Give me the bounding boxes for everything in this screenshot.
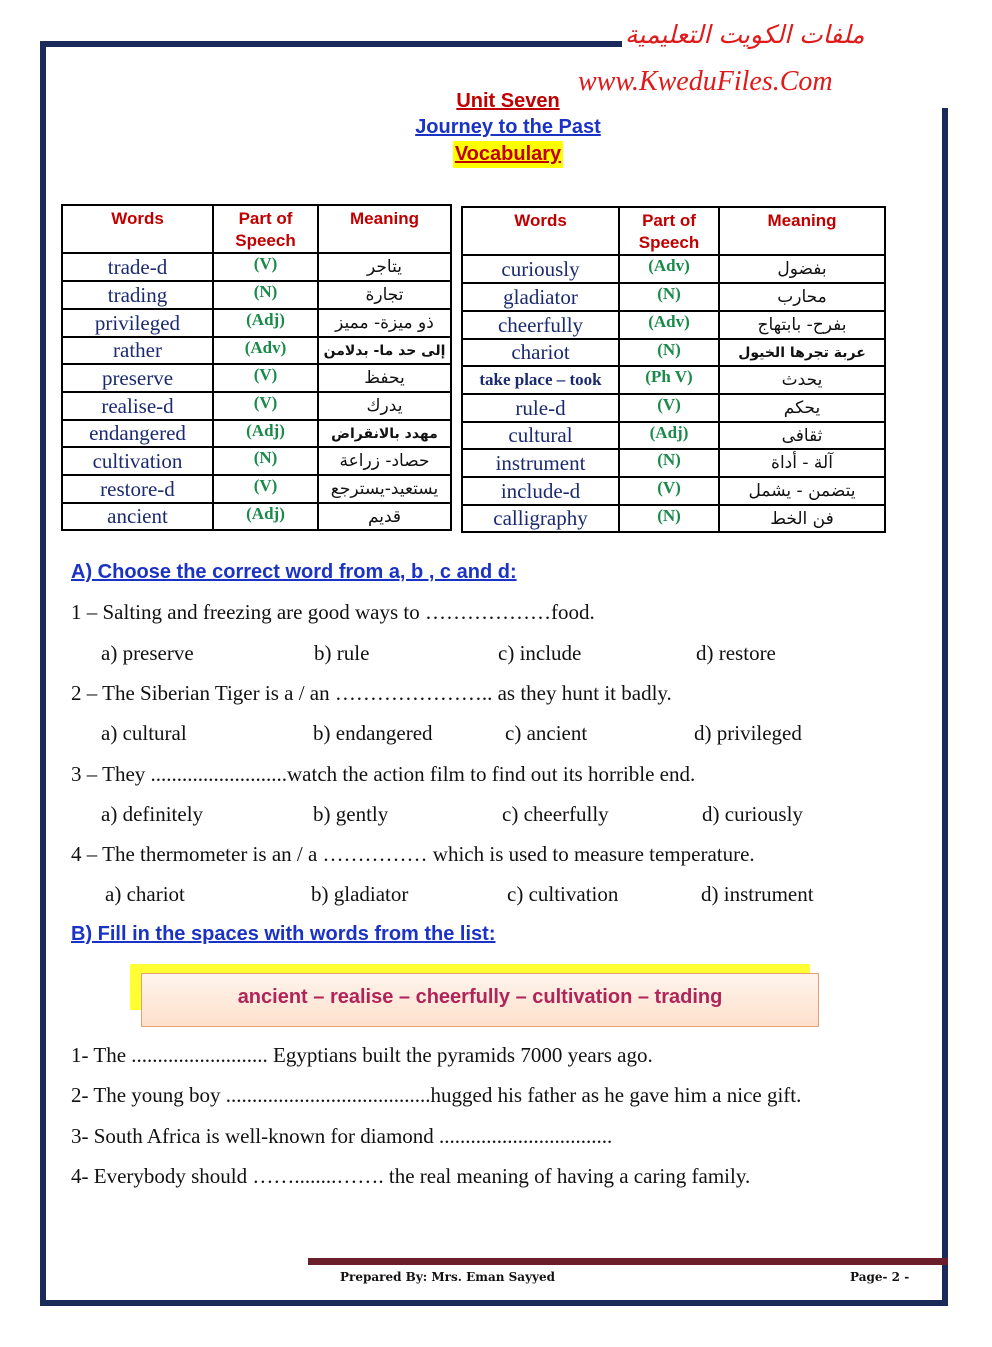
footer-page-number: Page- 2 -: [850, 1270, 910, 1284]
section-b-title: B) Fill in the spaces with words from the list:: [71, 923, 496, 945]
vocab-table-right: [461, 206, 886, 533]
vocab-row: [462, 339, 885, 366]
option-a[interactable]: a) preserve: [101, 641, 194, 665]
vocab-word: trade-d: [62, 253, 213, 281]
vocab-row: [62, 420, 451, 447]
vocab-row: [462, 505, 885, 532]
vocab-part-of-speech: (Adv): [619, 255, 719, 283]
vocab-meaning: تجارة: [318, 281, 451, 309]
vocab-part-of-speech: (Adv): [213, 337, 318, 364]
vocab-word: endangered: [62, 420, 213, 447]
vocab-meaning: محارب: [719, 283, 885, 311]
footer-author: Prepared By: Mrs. Eman Sayyed: [340, 1270, 556, 1284]
vocab-word: rule-d: [462, 394, 619, 422]
vocab-word: cheerfully: [462, 311, 619, 339]
header-words: Words: [462, 207, 619, 255]
header-part-of-speech: Part of Speech: [213, 205, 318, 253]
vocab-word: restore-d: [62, 475, 213, 503]
option-b[interactable]: b) rule: [314, 641, 370, 665]
vocab-part-of-speech: (Ph V): [619, 366, 719, 394]
vocab-meaning: قديم: [318, 503, 451, 530]
option-c[interactable]: c) cheerfully: [502, 802, 609, 826]
vocab-meaning: يتاجر: [318, 253, 451, 281]
vocab-part-of-speech: (V): [619, 477, 719, 505]
header-meaning: Meaning: [318, 205, 451, 253]
vocab-meaning: عربة تجرها الخيول: [719, 339, 885, 366]
word-list-box: ancient – realise – cheerfully – cultivation – trading: [141, 973, 819, 1027]
vocab-part-of-speech: (V): [213, 364, 318, 392]
vocab-row: [62, 253, 451, 281]
vocab-row: [62, 281, 451, 309]
vocab-row: [462, 255, 885, 283]
vocab-meaning: آلة - أداة: [719, 449, 885, 477]
option-c[interactable]: c) ancient: [505, 721, 588, 745]
vocab-row: [462, 422, 885, 449]
option-d[interactable]: d) instrument: [701, 882, 814, 906]
vocab-word: instrument: [462, 449, 619, 477]
vocab-part-of-speech: (N): [619, 283, 719, 311]
vocab-part-of-speech: (N): [619, 505, 719, 532]
option-d[interactable]: d) restore: [696, 641, 776, 665]
vocab-row: [462, 366, 885, 394]
vocab-word: ancient: [62, 503, 213, 530]
fill-sentence-1: 1- The .......................... Egyptians built the pyramids 7000 years ago.: [71, 1043, 653, 1067]
vocab-word: include-d: [462, 477, 619, 505]
vocab-word: chariot: [462, 339, 619, 366]
vocab-row: [462, 283, 885, 311]
vocab-part-of-speech: (V): [213, 253, 318, 281]
vocab-part-of-speech: (V): [213, 475, 318, 503]
vocab-word: cultivation: [62, 447, 213, 475]
vocab-meaning: فن الخط: [719, 505, 885, 532]
vocab-word: gladiator: [462, 283, 619, 311]
header-words: Words: [62, 205, 213, 253]
question-4: 4 – The thermometer is an / a …………… which is used to measure temperature.: [71, 842, 755, 866]
page-border-bottom: [40, 1300, 948, 1306]
fill-sentence-3: 3- South Africa is well-known for diamond .................................: [71, 1124, 613, 1148]
option-a[interactable]: a) chariot: [105, 882, 185, 906]
vocab-meaning: يحفظ: [318, 364, 451, 392]
vocab-part-of-speech: (V): [213, 392, 318, 420]
vocab-meaning: يتضمن - يشمل: [719, 477, 885, 505]
option-b[interactable]: b) gently: [313, 802, 389, 826]
section-title: Vocabulary: [453, 141, 563, 168]
vocab-part-of-speech: (Adj): [213, 309, 318, 337]
vocab-row: [62, 392, 451, 420]
option-c[interactable]: c) cultivation: [507, 882, 619, 906]
option-b[interactable]: b) endangered: [313, 721, 433, 745]
vocab-part-of-speech: (Adj): [213, 420, 318, 447]
fill-sentence-4: 4- Everybody should ……........……. the real meaning of having a caring family.: [71, 1164, 751, 1188]
vocab-word: realise-d: [62, 392, 213, 420]
vocab-row: [62, 503, 451, 530]
title-block: [360, 88, 656, 168]
vocab-part-of-speech: (Adv): [619, 311, 719, 339]
vocab-word: calligraphy: [462, 505, 619, 532]
vocab-word: curiously: [462, 255, 619, 283]
vocab-part-of-speech: (V): [619, 394, 719, 422]
vocab-word: rather: [62, 337, 213, 364]
vocab-part-of-speech: (Adj): [619, 422, 719, 449]
vocab-row: [462, 477, 885, 505]
vocab-part-of-speech: (N): [619, 339, 719, 366]
page-border-left: [40, 41, 46, 1306]
option-a[interactable]: a) cultural: [101, 721, 187, 745]
header-meaning: Meaning: [719, 207, 885, 255]
vocab-meaning: يستعيد-يسترجع: [318, 475, 451, 503]
vocab-part-of-speech: (N): [619, 449, 719, 477]
section-a-title: A) Choose the correct word from a, b , c and d:: [71, 561, 517, 583]
vocab-row: [62, 337, 451, 364]
option-b[interactable]: b) gladiator: [311, 882, 409, 906]
vocab-meaning: ثقافى: [719, 422, 885, 449]
option-c[interactable]: c) include: [498, 641, 582, 665]
vocab-row: [62, 309, 451, 337]
vocab-part-of-speech: (Adj): [213, 503, 318, 530]
vocab-row: [62, 447, 451, 475]
question-3: 3 – They ..........................watch the action film to find out its horrible end.: [71, 762, 696, 786]
vocab-meaning: حصاد- زراعة: [318, 447, 451, 475]
vocab-meaning: يدرك: [318, 392, 451, 420]
vocab-row: [62, 364, 451, 392]
brand-website[interactable]: www.KweduFiles.Com: [578, 66, 833, 97]
footer-divider: [308, 1258, 948, 1265]
page-border-top: [42, 41, 622, 47]
brand-arabic: ملفات الكويت التعليمية: [625, 20, 865, 49]
vocab-meaning: يحكم: [719, 394, 885, 422]
vocab-word: take place – took: [462, 366, 619, 394]
vocab-meaning: مهدد بالانقراض: [318, 420, 451, 447]
vocab-meaning: ذو ميزة- مميز: [318, 309, 451, 337]
option-a[interactable]: a) definitely: [101, 802, 204, 826]
vocab-meaning: بفضول: [719, 255, 885, 283]
question-2: 2 – The Siberian Tiger is a / an ………………….. as they hunt it badly.: [71, 681, 672, 705]
vocab-meaning: يحدث: [719, 366, 885, 394]
vocab-meaning: إلى حد ما- بدلامن: [318, 337, 451, 364]
vocab-row: [462, 311, 885, 339]
vocab-word: cultural: [462, 422, 619, 449]
option-d[interactable]: d) privileged: [694, 721, 802, 745]
vocab-word: trading: [62, 281, 213, 309]
vocab-meaning: بفرح- بابتهاج: [719, 311, 885, 339]
unit-title: Unit Seven: [456, 90, 560, 112]
option-d[interactable]: d) curiously: [702, 802, 803, 826]
vocab-part-of-speech: (N): [213, 281, 318, 309]
lesson-title: Journey to the Past: [415, 116, 601, 138]
header-part-of-speech: Part of Speech: [619, 207, 719, 255]
vocab-word: privileged: [62, 309, 213, 337]
vocab-table-left: [61, 204, 452, 531]
vocab-part-of-speech: (N): [213, 447, 318, 475]
vocab-word: preserve: [62, 364, 213, 392]
question-1: 1 – Salting and freezing are good ways to ………………food.: [71, 600, 595, 624]
vocab-row: [462, 449, 885, 477]
vocab-row: [462, 394, 885, 422]
vocab-row: [62, 475, 451, 503]
fill-sentence-2: 2- The young boy .......................................hugged his father as he gave him a nice gift.: [71, 1083, 802, 1107]
page-border-right: [942, 108, 948, 1306]
